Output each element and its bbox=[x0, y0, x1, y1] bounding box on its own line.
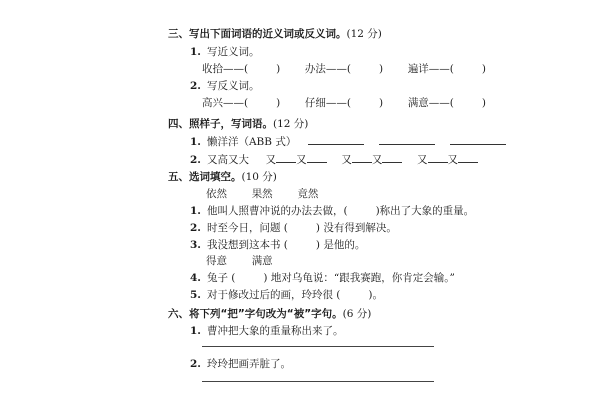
section-3-q1-words bbox=[202, 62, 486, 76]
word-bank-1 bbox=[206, 187, 318, 201]
section-3-score: (12 分) bbox=[346, 28, 382, 40]
word-option: 满意 bbox=[251, 255, 273, 267]
section-4-score: (12 分) bbox=[273, 118, 309, 130]
answer-line-1[interactable] bbox=[202, 346, 434, 347]
answer-line-2[interactable] bbox=[202, 381, 434, 382]
section-5-score: (10 分) bbox=[241, 171, 277, 183]
section-6-score: (6 分) bbox=[342, 308, 372, 320]
answer-blank[interactable] bbox=[307, 152, 327, 163]
answer-blank[interactable] bbox=[379, 134, 435, 145]
answer-blank[interactable] bbox=[276, 152, 296, 163]
section-4-q2: 2. 又高又大 又 又 又 又 又 又 bbox=[190, 152, 478, 167]
antonym-item-1: 高兴——( ) bbox=[202, 97, 281, 109]
section-4-q1: 1. 懒洋洋（ABB 式） bbox=[190, 134, 506, 149]
section-5-s4: 4. 兔子 ( ) 地对乌龟说：“跟我赛跑，你肯定会输。” bbox=[190, 272, 455, 284]
word-option: 得意 bbox=[206, 255, 227, 267]
section-5-s5: 5. 对于修改过后的画，玲玲很 ( )。 bbox=[190, 289, 384, 301]
section-6-q1: 1. 曹冲把大象的重量称出来了。 bbox=[190, 325, 344, 337]
section-5-s1: 1. 他叫人照曹冲说的办法去做，( )称出了大象的重量。 bbox=[190, 205, 475, 217]
word-option: 竟然 bbox=[297, 188, 319, 200]
antonym-item-2: 仔细——( ) bbox=[304, 97, 384, 109]
word-option: 果然 bbox=[251, 188, 273, 200]
antonym-item-3: 满意——( ) bbox=[407, 97, 487, 109]
synonym-item-3: 遍详——( ) bbox=[407, 63, 487, 75]
section-6-title: 六、将下列“把”字句改为“被”字句。(6 分) bbox=[168, 308, 372, 320]
section-4-title: 四、照样子，写词语。(12 分) bbox=[168, 118, 309, 130]
section-3-q1: 1. 写近义词。 bbox=[190, 46, 260, 58]
synonym-item-2: 办法——( ) bbox=[304, 63, 384, 75]
section-3-title: 三、写出下面词语的近义词或反义词。(12 分) bbox=[168, 28, 382, 40]
section-5-title: 五、选词填空。(10 分) bbox=[168, 171, 277, 183]
answer-blank[interactable] bbox=[458, 152, 478, 163]
answer-blank[interactable] bbox=[428, 152, 448, 163]
section-3-q2: 2. 写反义词。 bbox=[190, 80, 260, 92]
section-5-s2: 2. 时至今日，问题 ( ) 没有得到解决。 bbox=[190, 222, 397, 234]
word-bank-2 bbox=[206, 254, 273, 268]
answer-blank[interactable] bbox=[308, 134, 364, 145]
synonym-item-1: 收拾——( ) bbox=[202, 63, 281, 75]
section-6-q2: 2. 玲玲把画弄脏了。 bbox=[190, 358, 291, 370]
answer-blank[interactable] bbox=[352, 152, 372, 163]
section-3-q2-words bbox=[202, 96, 486, 110]
answer-blank[interactable] bbox=[382, 152, 402, 163]
section-5-s3: 3. 我没想到这本书 ( ) 是他的。 bbox=[190, 239, 366, 251]
answer-blank[interactable] bbox=[450, 134, 506, 145]
word-option: 依然 bbox=[206, 188, 227, 200]
